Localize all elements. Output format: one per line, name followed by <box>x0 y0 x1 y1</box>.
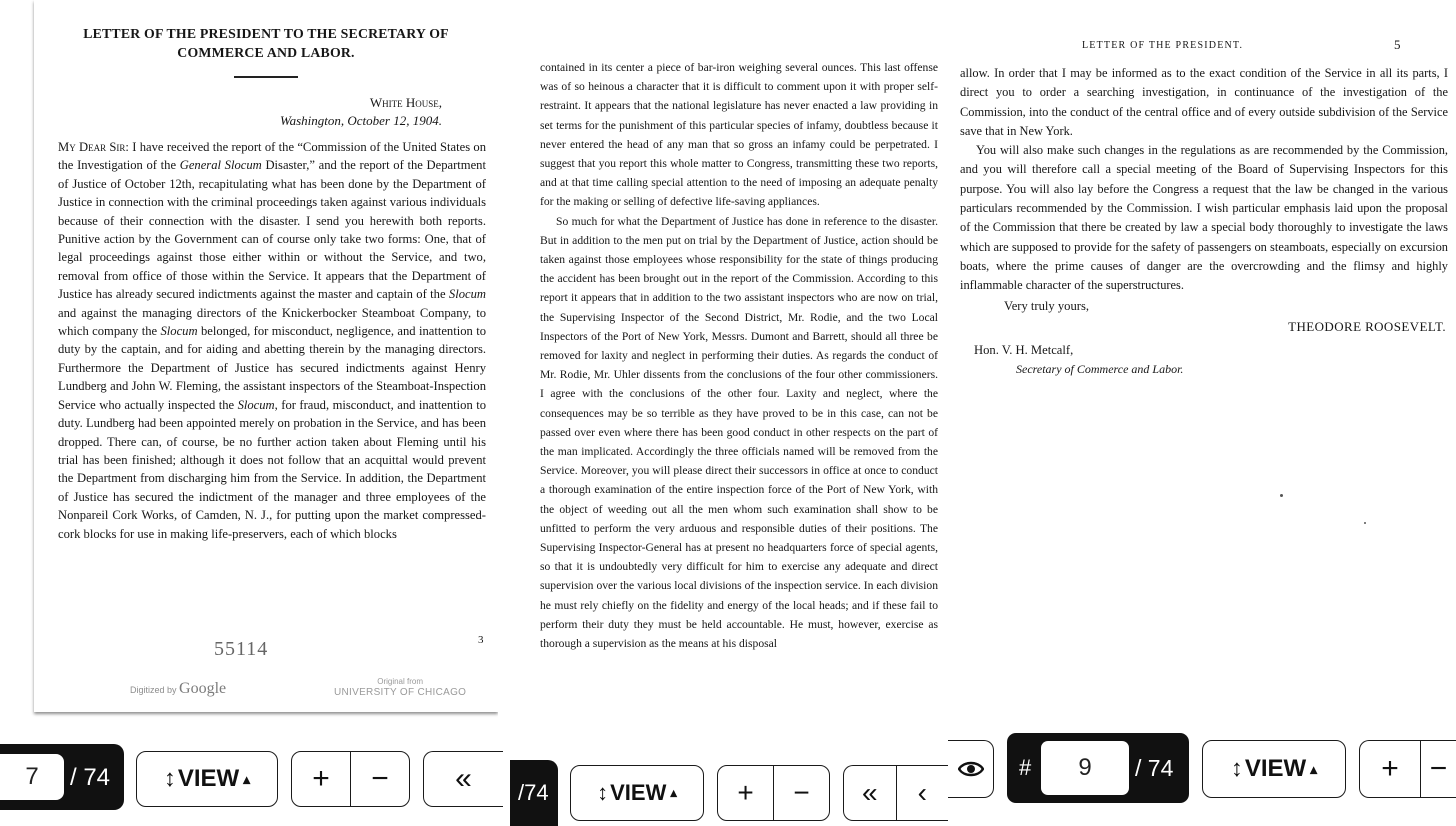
letter-date: Washington, October 12, 1904. <box>279 113 442 128</box>
zoom-out-button[interactable]: − <box>773 766 829 820</box>
heading-line-1: LETTER OF THE PRESIDENT TO THE SECRETARY OF <box>83 26 449 41</box>
zoom-out-button[interactable]: − <box>350 752 409 806</box>
page-pager <box>1007 733 1189 803</box>
view-mode-button[interactable] <box>136 751 278 807</box>
view-label: VIEW <box>610 780 667 805</box>
zoom-out-button[interactable]: − <box>1420 741 1456 797</box>
scanned-page-4 <box>528 0 948 740</box>
paragraph: contained in its center a piece of bar-iron weighing several ounces. This last offense was of so heinous a character that it is difficult to comment upon it with proper self-restraint. It appears that the national legislature has never enacted a law providing in set terms for the punishment of this particular species of infamy, doubtless because it never entered the head of any man that so gross an infamy could be perpetrated. I suggest that you report this whole matter to Congress, transmitting these two reports, and at that time calling special attention to the need of imposing an adequate penalty for the making or selling of defective life-saving appliances. <box>540 61 938 209</box>
letter-body-page-5 <box>952 0 1452 378</box>
paragraph: You will also make such changes in the regulations as are recommended by the Commission, and you will therefore call a special meeting of the Board of Supervising Inspectors for this purpose. You will also lay before the Congress a request that the law be changed in the various particulars recommended by the Commission. I wish particular emphasis laid upon the proposal of the Commission that there be created by law a special body thoroughly to investigate the laws which are supposed to provide for the safety of passengers on steamboats, especially on excursion boats, where the prime causes of danger are the overcrowding and the flimsy and highly inflammable character of the superstructures. <box>960 143 1448 293</box>
caret-up-icon: ▴ <box>1310 760 1318 777</box>
zoom-controls <box>291 751 410 807</box>
visibility-toggle-button[interactable] <box>948 740 994 798</box>
page-total: /74 <box>518 780 549 805</box>
original-from <box>334 676 466 698</box>
heading-line-2: COMMERCE AND LABOR. <box>177 45 355 60</box>
paragraph: So much for what the Department of Justice has done in reference to the disaster. But in addition to the men put on trial by the Department of Justice, action should be taken against those employees whose responsibility for the state of things producing the accident has been brought out in the report of the Commission. According to this report it appears that in addition to the two assistant inspectors who are now on trial, the Supervising Inspector of the Second District, Mr. Rodie, and the two Local Inspectors of the Port of New York, Messrs. Dumont and Barrett, should all three be removed for laxity and neglect in performing their duties. As regards the conduct of Mr. Rodie, Mr. Uhler dissents from the conclusions of the four other commissioners. I agree with the conclusions of the other four. Laxity and neglect, where the consequences may be so terrible as they have proved to be in this case, can not be passed over even where there has been good conduct in other respects on the part of the man implicated. Accordingly the three officials named will be removed from the Service. Moreover, you will please direct their successors in office at once to conduct a thorough examination of the entire inspection force of the Port of New York, with the object of weeding out all the men whom such examination shall show to be unfitted to perform the very arduous and responsible duties of their positions. The Supervising Inspector-General has at present no headquarters force of special agents, so that it is undoubtedly very difficult for him to exercise any adequate and direct supervision over the various local divisions of the inspection service. In each division he must rely chiefly on the fidelity and energy of the local heads; and if these fail to perform their duty they must be held accountable. He must, however, exercise as thorough a supervision as the means at his disposal <box>540 214 938 651</box>
body-text-4: belonged, for misconduct, negligence, and inattention to duty by the captain, and for aiding and abetting therein by the managing directors. Furthermore the Department of Justice has secured indictments against Henry Lundberg and John W. Fleming, the assistant inspectors of the Steamboat-Inspection Service who actually inspected the <box>58 324 486 412</box>
page-number-input[interactable]: 9 <box>1041 741 1129 795</box>
body-text-2: Disaster,” and the report of the Department of Justice of October 12th, recapitulating what has been done by the Department of Justice in connection with the criminal proceedings taken against various individuals because of their connection with the disaster. I send you herewith both reports. Punitive action by the Government can of course only take two forms: One, that of legal proceedings against those either within or without the Service, and two, removal from office of those within the Service. It appears that the Department of Justice has already secured indictments against the master and captain of the <box>58 158 486 302</box>
vertical-arrows-icon: ↕ <box>1230 755 1243 782</box>
scan-speck <box>1364 522 1366 524</box>
salutation: My Dear Sir: <box>58 140 129 154</box>
closing: Very truly yours, <box>1004 298 1089 313</box>
navigation-controls <box>843 765 948 821</box>
letter-heading <box>34 24 498 62</box>
first-page-button[interactable]: « <box>861 777 878 808</box>
zoom-controls <box>717 765 830 821</box>
google-logo: Google <box>179 680 227 697</box>
first-page-button[interactable]: « <box>455 762 472 795</box>
addressee-role: Secretary of Commerce and Labor. <box>1016 361 1184 376</box>
zoom-controls <box>1359 740 1456 798</box>
digitized-by-google <box>130 680 226 698</box>
library-name: UNIVERSITY OF CHICAGO <box>334 687 467 698</box>
letter-place: White House, <box>369 95 442 110</box>
library-stamp: 55114 <box>214 638 269 660</box>
document-page-panel-2 <box>510 0 948 826</box>
letter-body-page-4 <box>528 0 948 653</box>
digitized-by-label: Digitized by <box>130 685 177 695</box>
navigation-controls <box>423 751 503 807</box>
page-pager <box>510 760 558 826</box>
ship-name: Slocum <box>160 324 198 339</box>
addressee: Hon. V. H. Metcalf, <box>974 342 1074 357</box>
letter-body-page-3 <box>34 138 498 543</box>
previous-page-button[interactable]: ‹ <box>896 766 949 820</box>
heading-rule <box>234 76 298 78</box>
vertical-arrows-icon: ↕ <box>163 765 176 792</box>
caret-up-icon: ▴ <box>243 770 251 787</box>
view-label: VIEW <box>1244 755 1307 782</box>
caret-up-icon: ▴ <box>670 785 677 800</box>
running-head: LETTER OF THE PRESIDENT. <box>1082 40 1244 51</box>
page-number-input[interactable]: 7 <box>0 754 64 800</box>
hash-icon: # <box>1019 755 1032 780</box>
view-mode-button[interactable] <box>570 765 704 821</box>
panel-divider <box>498 0 510 826</box>
scanned-page-5 <box>952 0 1452 740</box>
page-total: / 74 <box>1135 755 1174 781</box>
document-page-panel-1 <box>0 0 498 826</box>
paragraph: allow. In order that I may be informed as to the exact condition of the Service in all its parts, I direct you to order a searching investigation, in continuance of the investigation of the Commission, into the conduct of the central office and of every outside subdivision of the Service save that in New York. <box>960 66 1448 138</box>
page-pager <box>0 744 124 810</box>
page-total: / 74 <box>70 764 111 791</box>
page-number: 5 <box>1394 37 1401 52</box>
original-from-label: Original from <box>377 677 424 686</box>
ship-name: Slocum <box>448 287 486 302</box>
document-page-panel-3 <box>948 0 1456 826</box>
page-number: 3 <box>478 634 484 646</box>
view-mode-button[interactable] <box>1202 740 1346 798</box>
ship-name: Slocum <box>237 397 275 412</box>
body-text-1: I have received the report of the “Commission of the United States on the Investigation of the <box>58 140 486 173</box>
body-text-5: , for fraud, misconduct, and inattention to duty. Lundberg had been appointed merely on probation in the Service, and has been dropped. There can, of course, be no further action taken about Fleming until his trial has been finished; although it does not follow that an acquittal would prevent the Department from discharging him from the Service. In addition, the Department of Justice has secured the indictment of the manager and three employees of the Nonpareil Cork Works, of Camden, N. J., for putting upon the market compressed-cork blocks for use in making life-preservers, each of which blocks <box>58 397 487 541</box>
zoom-in-button[interactable]: + <box>312 762 330 795</box>
vertical-arrows-icon: ↕ <box>597 780 609 805</box>
signature: THEODORE ROOSEVELT. <box>1288 318 1446 334</box>
view-label: VIEW <box>177 765 240 792</box>
eye-icon <box>958 760 984 778</box>
scanned-page-3 <box>34 0 498 712</box>
ship-name: General Slocum <box>179 158 262 173</box>
zoom-in-button[interactable]: + <box>1381 752 1399 785</box>
zoom-in-button[interactable]: + <box>737 777 754 808</box>
scan-speck <box>1280 494 1283 497</box>
body-text-3: and against the managing directors of the Knickerbocker Steamboat Company, to which company the <box>58 305 486 339</box>
